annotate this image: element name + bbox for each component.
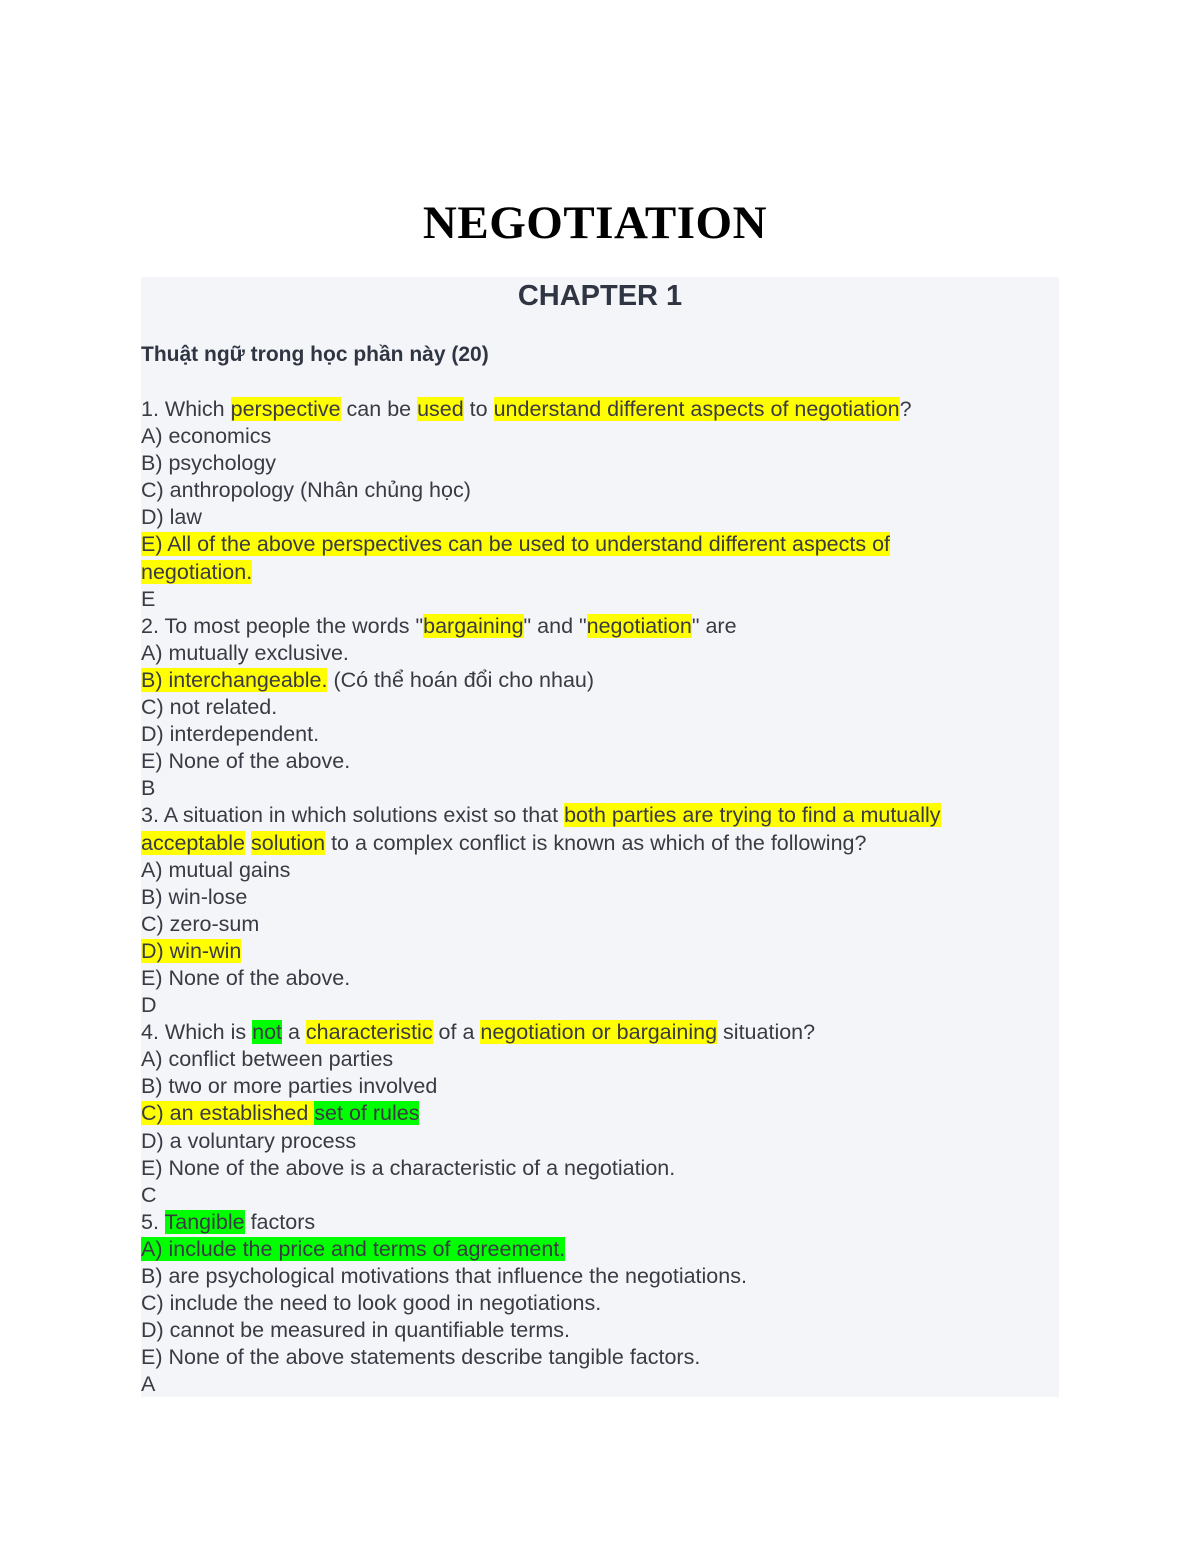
text-line [141, 911, 1041, 938]
text-line [141, 802, 1041, 829]
text-line [141, 1263, 1041, 1290]
text-line [141, 1344, 1041, 1371]
text-run: E) None of the above statements describe tangible factors. [141, 1345, 701, 1370]
text-line [141, 640, 1041, 667]
text-line [141, 559, 1041, 586]
text-run: D) law [141, 505, 202, 530]
highlight-green: not [252, 1020, 283, 1045]
document-title: NEGOTIATION [422, 197, 768, 249]
text-line [141, 1371, 1041, 1398]
text-run: A) conflict between parties [141, 1047, 394, 1072]
highlight-yellow: C) an established [141, 1101, 315, 1126]
text-run: D) cannot be measured in quantifiable terms. [141, 1318, 571, 1343]
text-line [141, 1046, 1041, 1073]
text-line [141, 586, 1041, 613]
text-run: 2. To most people the words " [141, 613, 424, 638]
highlight-yellow: used [417, 397, 464, 421]
section-subheading: Thuật ngữ trong học phần này (20) [141, 343, 489, 366]
text-line [141, 748, 1041, 775]
text-run: C) not related. [141, 695, 278, 720]
text-line [141, 531, 1041, 558]
highlight-yellow: both parties are trying to find a mutually [564, 803, 941, 828]
text-line [141, 477, 1041, 504]
text-line [141, 1290, 1041, 1317]
highlight-yellow: negotiation. [141, 559, 253, 584]
text-run: E [141, 586, 156, 611]
text-line [141, 1209, 1041, 1236]
text-run: (Có thể hoán đổi cho nhau) [327, 667, 595, 692]
text-run: ? [899, 397, 912, 421]
text-run: " are [691, 613, 737, 638]
text-run: can be [340, 397, 418, 421]
highlight-yellow: E) All of the above perspectives can be used to understand different aspects of [141, 532, 890, 557]
text-run: of a [432, 1020, 481, 1045]
text-line [141, 504, 1041, 531]
highlight-yellow: B) interchangeable. [141, 667, 328, 692]
highlight-yellow: understand different aspects of negotiation [493, 397, 900, 421]
text-run: 5. [141, 1209, 165, 1234]
text-line [141, 450, 1041, 477]
text-line [141, 1317, 1041, 1344]
highlight-yellow: negotiation [586, 613, 692, 638]
text-run: D) interdependent. [141, 722, 320, 747]
text-run: D) a voluntary process [141, 1128, 357, 1153]
text-run: E) None of the above is a characteristic of a negotiation. [141, 1155, 676, 1180]
text-run: A) mutual gains [141, 857, 291, 882]
text-run: A) mutually exclusive. [141, 640, 349, 665]
text-line [141, 857, 1041, 884]
highlight-yellow: solution [250, 830, 326, 855]
text-line [141, 775, 1041, 802]
highlight-green: A) include the price and terms of agreement. [141, 1236, 566, 1261]
text-run: to [463, 397, 494, 421]
text-line [141, 992, 1041, 1019]
text-run: B) win-lose [141, 884, 248, 909]
text-line [141, 1128, 1041, 1155]
text-run: A) economics [141, 424, 272, 449]
text-line [141, 1019, 1041, 1046]
text-line [141, 423, 1041, 450]
text-run: E) None of the above. [141, 749, 351, 774]
text-run: C) zero-sum [141, 911, 260, 936]
highlight-yellow: bargaining [423, 613, 524, 638]
text-run: C) include the need to look good in negotiations. [141, 1291, 602, 1316]
text-line [141, 1236, 1041, 1263]
text-line [141, 1100, 1041, 1127]
text-run: B [141, 776, 156, 801]
question-list [141, 396, 1041, 1398]
text-line [141, 965, 1041, 992]
text-run: B) are psychological motivations that influence the negotiations. [141, 1264, 747, 1288]
text-line [141, 1182, 1041, 1209]
text-run: B) psychology [141, 451, 277, 476]
text-line [141, 1073, 1041, 1100]
chapter-heading: CHAPTER 1 [517, 280, 683, 312]
highlight-yellow: acceptable [141, 830, 245, 855]
text-run: C) anthropology (Nhân chủng học) [141, 478, 471, 503]
highlight-green: Tangible [164, 1209, 245, 1234]
text-run: 3. A situation in which solutions exist so that [141, 803, 565, 828]
text-run: a [282, 1020, 306, 1045]
text-line [141, 938, 1041, 965]
text-run: 4. Which is [141, 1020, 253, 1045]
text-line [141, 721, 1041, 748]
text-line [141, 830, 1041, 857]
highlight-yellow: perspective [230, 397, 341, 421]
text-run: to a complex conflict is known as which of the following? [325, 830, 867, 855]
highlight-yellow: characteristic [305, 1020, 433, 1045]
text-run: " and " [523, 613, 587, 638]
text-line [141, 396, 1041, 423]
highlight-yellow: D) win-win [141, 938, 242, 963]
text-run: factors [244, 1209, 316, 1234]
text-line [141, 884, 1041, 911]
text-run: C [141, 1182, 157, 1207]
text-line [141, 1155, 1041, 1182]
text-run: A [141, 1372, 156, 1397]
text-line [141, 667, 1041, 694]
text-line [141, 694, 1041, 721]
text-run: situation? [717, 1020, 816, 1045]
text-run: 1. Which [141, 397, 231, 421]
text-line [141, 613, 1041, 640]
highlight-yellow: negotiation or bargaining [480, 1020, 718, 1045]
text-run: E) None of the above. [141, 965, 351, 990]
highlight-green: set of rules [314, 1101, 420, 1126]
text-run: B) two or more parties involved [141, 1074, 438, 1099]
text-run: D [141, 993, 157, 1018]
